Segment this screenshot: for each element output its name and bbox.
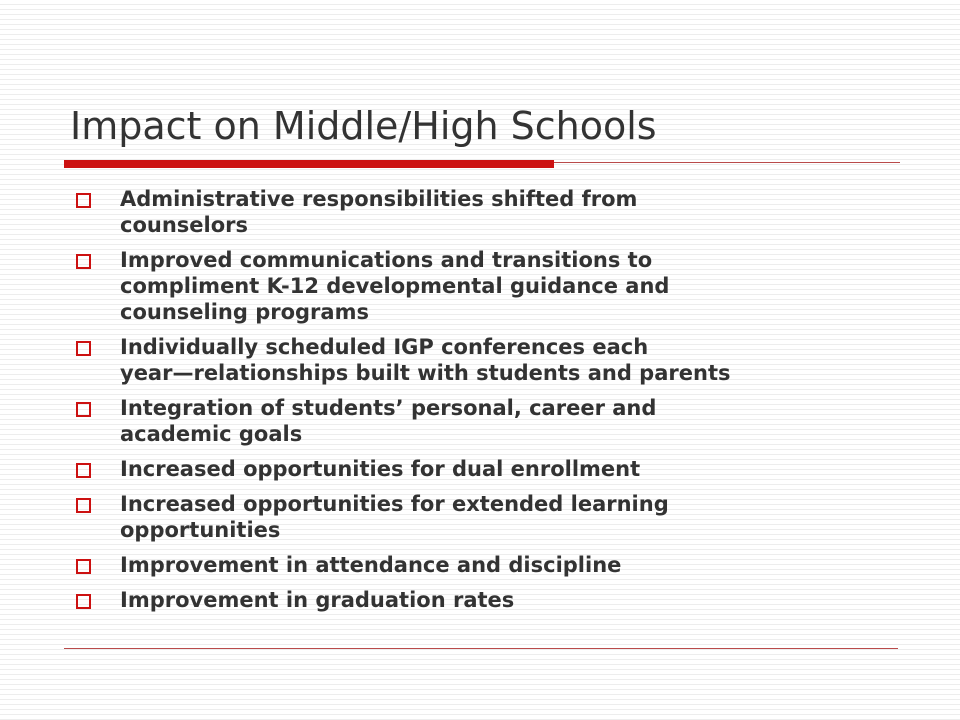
bullet-text [120, 491, 904, 543]
bullet-item [74, 186, 904, 238]
hollow-square-bullet-icon [76, 341, 91, 356]
bullet-line: Improvement in graduation rates [120, 588, 515, 612]
bullet-line: Integration of students’ personal, career and [120, 396, 657, 420]
bullet-item [74, 334, 904, 386]
bullet-line: year—relationships built with students and parents [120, 361, 731, 385]
bullet-item [74, 552, 904, 578]
bullet-line: Increased opportunities for extended learning [120, 492, 669, 516]
bullet-text [120, 247, 904, 325]
bullet-item [74, 587, 904, 613]
bullet-line: Individually scheduled IGP conferences each [120, 335, 649, 359]
bullet-item [74, 247, 904, 325]
hollow-square-bullet-icon [76, 594, 91, 609]
bullet-line: opportunities [120, 518, 281, 542]
hollow-square-bullet-icon [76, 463, 91, 478]
bullet-item [74, 491, 904, 543]
bullet-list [74, 186, 904, 613]
hollow-square-bullet-icon [76, 193, 91, 208]
hollow-square-bullet-icon [76, 498, 91, 513]
bullet-item [74, 456, 904, 482]
title-underline-thin [554, 162, 900, 163]
bullet-line: academic goals [120, 422, 303, 446]
slide-title: Impact on Middle/High Schools [70, 104, 657, 148]
bullet-text [120, 334, 904, 386]
title-underline-accent [64, 160, 554, 168]
bullet-item [74, 395, 904, 447]
bullet-line: Increased opportunities for dual enrollment [120, 457, 641, 481]
bullet-text [120, 587, 904, 613]
hollow-square-bullet-icon [76, 559, 91, 574]
bullet-line: Improved communications and transitions to [120, 248, 653, 272]
bullet-line: Administrative responsibilities shifted from [120, 187, 638, 211]
bullet-text [120, 395, 904, 447]
bullet-text [120, 552, 904, 578]
hollow-square-bullet-icon [76, 402, 91, 417]
bullet-text [120, 456, 904, 482]
bullet-text [120, 186, 904, 238]
bullet-line: counselors [120, 213, 248, 237]
bullet-line: compliment K-12 developmental guidance and [120, 274, 670, 298]
bullet-line: Improvement in attendance and discipline [120, 553, 622, 577]
bullet-line: counseling programs [120, 300, 369, 324]
footer-divider [64, 648, 898, 649]
hollow-square-bullet-icon [76, 254, 91, 269]
